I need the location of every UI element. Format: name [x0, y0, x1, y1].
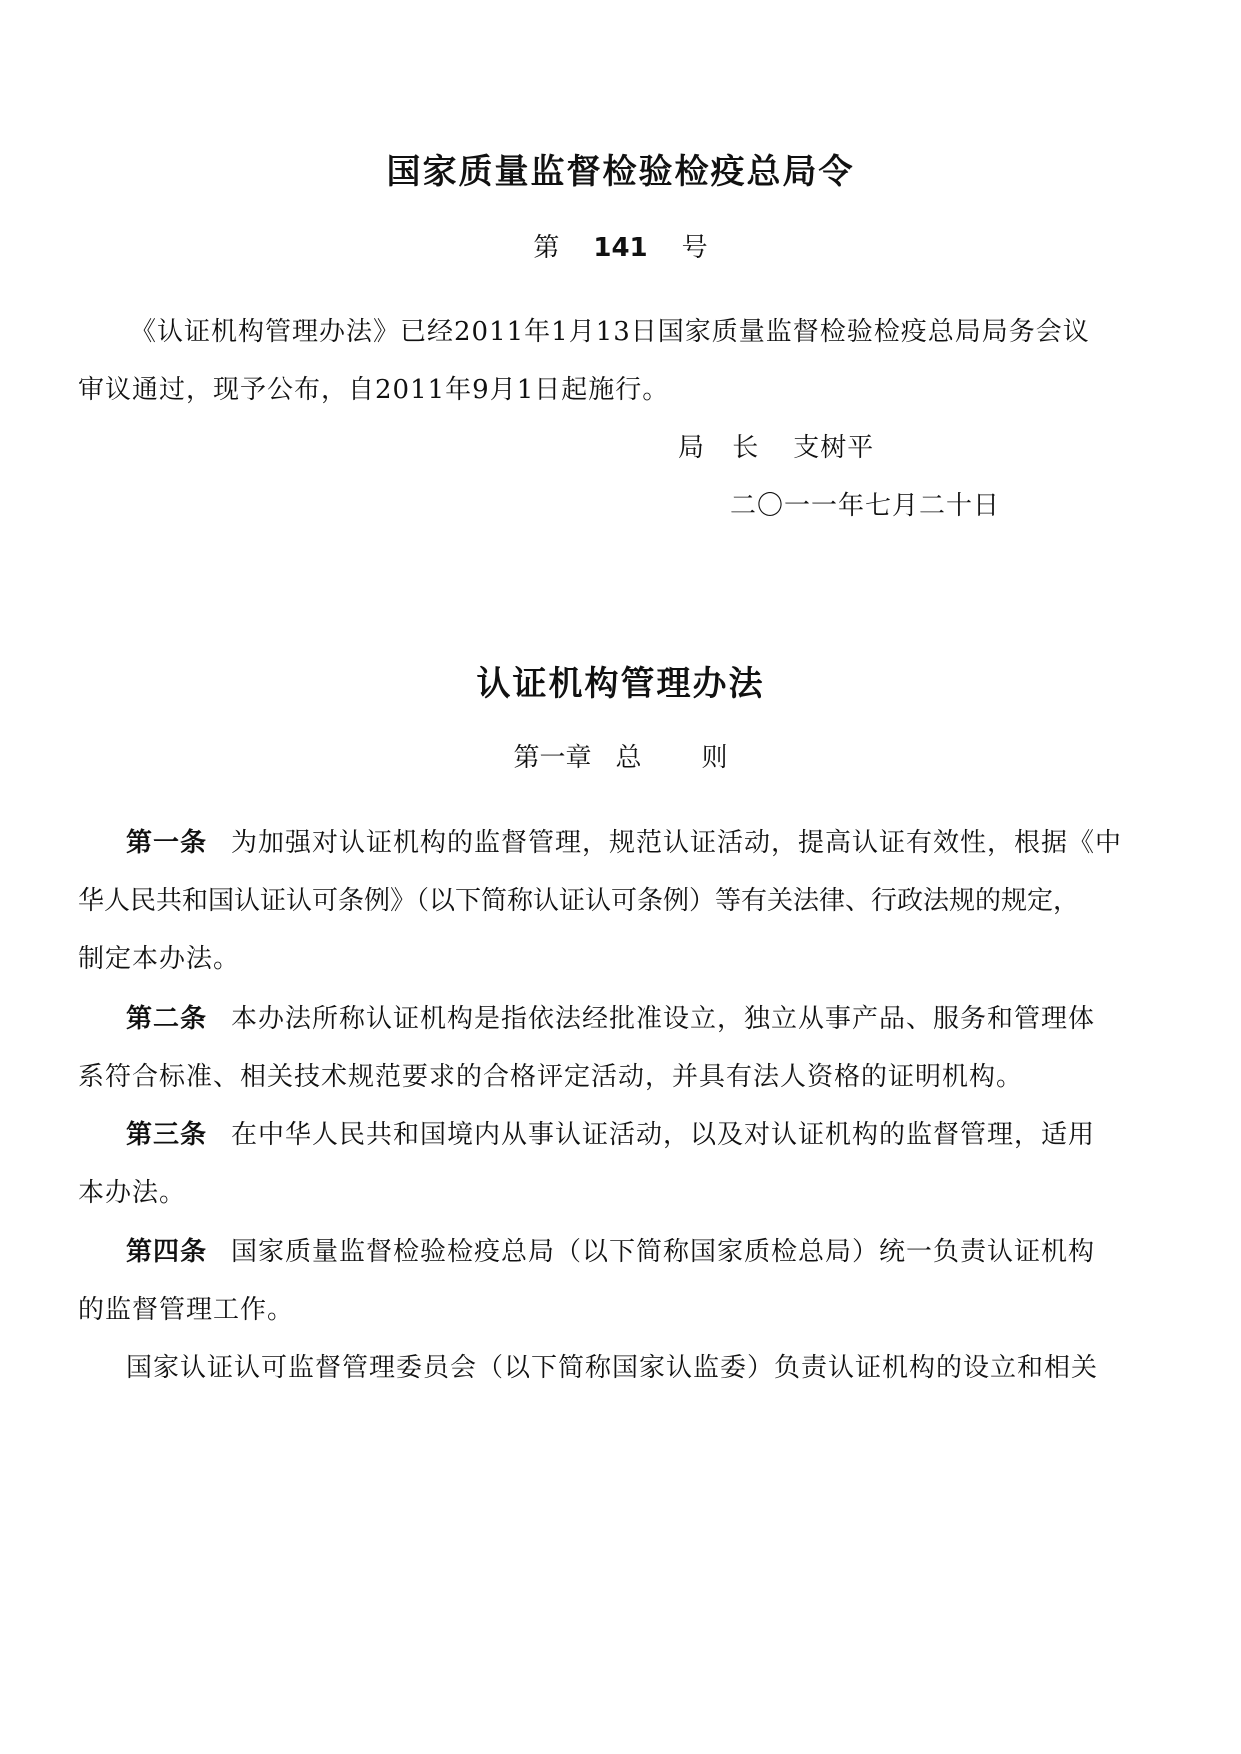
article-4-line-2: 的监督管理工作。 [78, 1295, 295, 1325]
article-3-line-2: 本办法。 [78, 1178, 187, 1208]
decree-body-line-1: 《认证机构管理办法》已经2011年1月13日国家质量监督检验检疫总局局务会议 [130, 317, 1090, 347]
article-2-line-1 [126, 1003, 1095, 1035]
article-4-label: 第四条 [126, 1237, 208, 1267]
decree-signer [678, 432, 874, 464]
article-2-label: 第二条 [126, 1004, 208, 1034]
article-2-line-2: 系符合标准、相关技术规范要求的合格评定活动，并具有法人资格的证明机构。 [78, 1062, 1024, 1092]
chapter-label: 第一章 [513, 743, 592, 773]
decree-date: 二〇一一年七月二十日 [730, 491, 1001, 521]
signer-name: 支树平 [793, 433, 875, 463]
decree-number-prefix: 第 [533, 233, 560, 263]
chapter-heading [0, 742, 1241, 774]
article-2-text-1: 本办法所称认证机构是指依法经批准设立，独立从事产品、服务和管理体 [231, 1004, 1096, 1034]
article-1-label: 第一条 [126, 828, 208, 858]
decree-body-line-2: 审议通过，现予公布，自2011年9月1日起施行。 [78, 375, 670, 405]
article-1-line-1 [126, 827, 1122, 859]
article-3-line-1 [126, 1119, 1095, 1151]
regulation-title: 认证机构管理办法 [476, 664, 765, 704]
signer-title: 局 长 [678, 433, 760, 463]
chapter-name-b: 则 [701, 743, 728, 773]
article-1-text-1: 为加强对认证机构的监督管理，规范认证活动，提高认证有效性，根据《中 [231, 828, 1123, 858]
article-4-text-1: 国家质量监督检验检疫总局（以下简称国家质检总局）统一负责认证机构 [231, 1237, 1096, 1267]
decree-number [0, 232, 1241, 264]
article-1-line-3: 制定本办法。 [78, 944, 241, 974]
paragraph-5-line-1: 国家认证认可监督管理委员会（以下简称国家认监委）负责认证机构的设立和相关 [126, 1353, 1099, 1383]
article-3-text-1: 在中华人民共和国境内从事认证活动，以及对认证机构的监督管理，适用 [231, 1120, 1096, 1150]
decree-number-value: 141 [593, 233, 648, 263]
decree-number-suffix: 号 [681, 233, 708, 263]
article-1-line-2: 华人民共和国认证认可条例》（以下简称认证认可条例）等有关法律、行政法规的规定， [78, 886, 1080, 916]
article-4-line-1 [126, 1236, 1095, 1268]
chapter-name-a: 总 [615, 743, 642, 773]
article-3-label: 第三条 [126, 1120, 208, 1150]
decree-title: 国家质量监督检验检疫总局令 [386, 152, 855, 192]
